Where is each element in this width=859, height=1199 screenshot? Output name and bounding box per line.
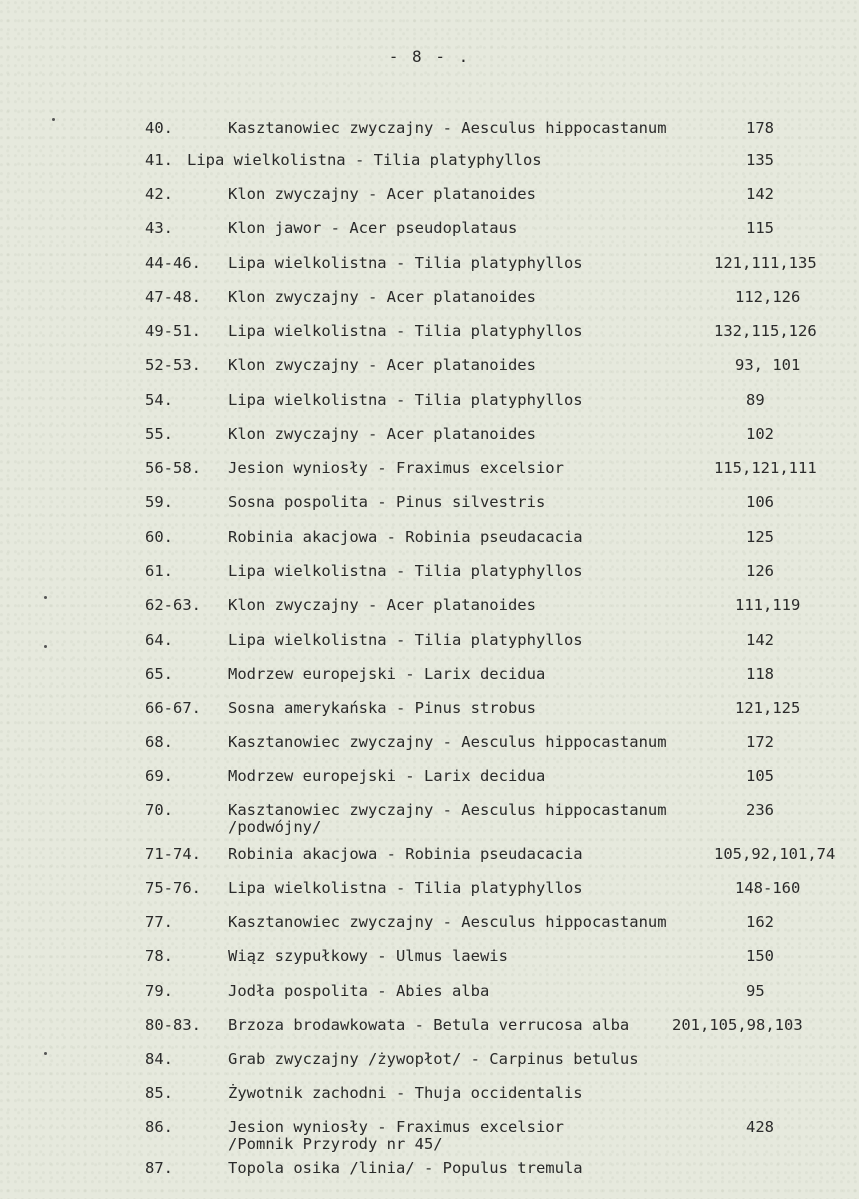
species-name-text: Kasztanowiec zwyczajny - Aesculus hippocastanum bbox=[228, 801, 667, 819]
item-number: 60. bbox=[145, 528, 173, 546]
list-item bbox=[0, 289, 859, 313]
list-item bbox=[0, 323, 859, 347]
list-item bbox=[0, 1017, 859, 1041]
list-item bbox=[0, 563, 859, 587]
species-name bbox=[228, 255, 583, 272]
page-number: - 8 - . bbox=[388, 47, 471, 66]
circumference-values: 105,92,101,74 bbox=[714, 845, 836, 863]
circumference-values: 135 bbox=[746, 151, 774, 169]
item-number: 43. bbox=[145, 219, 173, 237]
list-item bbox=[0, 914, 859, 938]
species-name-text: Jesion wyniosły - Fraximus excelsior bbox=[228, 1118, 564, 1136]
list-item bbox=[0, 734, 859, 758]
list-item bbox=[0, 186, 859, 210]
circumference-values: 172 bbox=[746, 733, 774, 751]
species-name bbox=[228, 1051, 639, 1068]
item-number: 44-46. bbox=[145, 254, 201, 272]
list-item bbox=[0, 1085, 859, 1109]
circumference-values: 125 bbox=[746, 528, 774, 546]
species-name bbox=[228, 734, 667, 751]
species-name-text: Sosna pospolita - Pinus silvestris bbox=[228, 493, 546, 511]
species-name-text: Topola osika /linia/ - Populus tremula bbox=[228, 1159, 583, 1177]
species-name bbox=[228, 460, 564, 477]
species-name bbox=[228, 914, 667, 931]
circumference-values: 162 bbox=[746, 913, 774, 931]
species-name bbox=[228, 220, 517, 237]
species-name-text: Klon zwyczajny - Acer platanoides bbox=[228, 356, 536, 374]
species-name bbox=[228, 392, 583, 409]
species-name-text: Kasztanowiec zwyczajny - Aesculus hippocastanum bbox=[228, 119, 667, 137]
list-item bbox=[0, 255, 859, 279]
list-item bbox=[0, 801, 859, 836]
species-name bbox=[228, 597, 536, 614]
species-name bbox=[228, 1017, 629, 1034]
species-name bbox=[228, 846, 583, 863]
circumference-values: 111,119 bbox=[735, 596, 801, 614]
species-name bbox=[187, 152, 542, 169]
item-number: 42. bbox=[145, 185, 173, 203]
species-name-text: Lipa wielkolistna - Tilia platyphyllos bbox=[228, 254, 583, 272]
species-name-text: Robinia akacjowa - Robinia pseudacacia bbox=[228, 528, 583, 546]
species-note: /podwójny/ bbox=[228, 818, 322, 836]
item-number: 64. bbox=[145, 631, 173, 649]
item-number: 80-83. bbox=[145, 1016, 201, 1034]
circumference-values: 89 bbox=[746, 391, 765, 409]
species-name-text: Modrzew europejski - Larix decidua bbox=[228, 665, 546, 683]
species-name-text: Modrzew europejski - Larix decidua bbox=[228, 767, 546, 785]
species-name bbox=[228, 632, 583, 649]
item-number: 49-51. bbox=[145, 322, 201, 340]
species-note: /Pomnik Przyrody nr 45/ bbox=[228, 1135, 443, 1153]
species-name-text: Lipa wielkolistna - Tilia platyphyllos bbox=[228, 562, 583, 580]
item-number: 61. bbox=[145, 562, 173, 580]
species-name-text: Kasztanowiec zwyczajny - Aesculus hippocastanum bbox=[228, 733, 667, 751]
circumference-values: 105 bbox=[746, 767, 774, 785]
list-item bbox=[0, 983, 859, 1007]
circumference-values: 118 bbox=[746, 665, 774, 683]
circumference-values: 142 bbox=[746, 185, 774, 203]
item-number: 56-58. bbox=[145, 459, 201, 477]
species-name-text: Sosna amerykańska - Pinus strobus bbox=[228, 699, 536, 717]
species-name bbox=[228, 426, 536, 443]
circumference-values: 112,126 bbox=[735, 288, 801, 306]
list-item bbox=[0, 597, 859, 621]
item-number: 68. bbox=[145, 733, 173, 751]
item-number: 65. bbox=[145, 665, 173, 683]
species-name bbox=[228, 1085, 583, 1102]
circumference-values: 148-160 bbox=[735, 879, 801, 897]
circumference-values: 115,121,111 bbox=[714, 459, 817, 477]
species-name bbox=[228, 323, 583, 340]
species-name bbox=[228, 666, 545, 683]
item-number: 75-76. bbox=[145, 879, 201, 897]
list-item bbox=[0, 529, 859, 553]
list-item bbox=[0, 632, 859, 656]
species-name bbox=[228, 983, 489, 1000]
circumference-values: 121,125 bbox=[735, 699, 801, 717]
item-number: 47-48. bbox=[145, 288, 201, 306]
list-item bbox=[0, 1160, 859, 1184]
item-number: 40. bbox=[145, 119, 173, 137]
species-name bbox=[228, 494, 545, 511]
species-name-text: Brzoza brodawkowata - Betula verrucosa alba bbox=[228, 1016, 630, 1034]
item-number: 41. bbox=[145, 151, 173, 169]
circumference-values: 178 bbox=[746, 119, 774, 137]
circumference-values: 201,105,98,103 bbox=[672, 1016, 803, 1034]
species-name bbox=[228, 529, 583, 546]
species-name bbox=[228, 700, 536, 717]
species-name-text: Klon zwyczajny - Acer platanoides bbox=[228, 596, 536, 614]
list-item bbox=[0, 1051, 859, 1075]
list-item bbox=[0, 152, 859, 176]
species-name-text: Klon zwyczajny - Acer platanoides bbox=[228, 425, 536, 443]
species-name-text: Lipa wielkolistna - Tilia platyphyllos bbox=[228, 391, 583, 409]
species-name-text: Klon zwyczajny - Acer platanoides bbox=[228, 185, 536, 203]
circumference-values: 126 bbox=[746, 562, 774, 580]
item-number: 66-67. bbox=[145, 699, 201, 717]
species-name bbox=[228, 1119, 564, 1153]
list-item bbox=[0, 846, 859, 870]
species-name bbox=[228, 563, 583, 580]
item-number: 79. bbox=[145, 982, 173, 1000]
item-number: 62-63. bbox=[145, 596, 201, 614]
item-number: 69. bbox=[145, 767, 173, 785]
species-name bbox=[228, 880, 583, 897]
list-item bbox=[0, 768, 859, 792]
species-name bbox=[228, 186, 536, 203]
species-name-text: Klon zwyczajny - Acer platanoides bbox=[228, 288, 536, 306]
species-name-text: Żywotnik zachodni - Thuja occidentalis bbox=[228, 1084, 583, 1102]
circumference-values: 106 bbox=[746, 493, 774, 511]
item-number: 59. bbox=[145, 493, 173, 511]
species-name-text: Lipa wielkolistna - Tilia platyphyllos bbox=[187, 151, 542, 169]
species-name bbox=[228, 802, 667, 836]
list-item bbox=[0, 666, 859, 690]
list-item bbox=[0, 1118, 859, 1153]
list-item bbox=[0, 948, 859, 972]
item-number: 54. bbox=[145, 391, 173, 409]
species-name bbox=[228, 120, 667, 137]
circumference-values: 150 bbox=[746, 947, 774, 965]
species-name-text: Lipa wielkolistna - Tilia platyphyllos bbox=[228, 322, 583, 340]
circumference-values: 93, 101 bbox=[735, 356, 801, 374]
circumference-values: 236 bbox=[746, 801, 774, 819]
species-name bbox=[228, 948, 508, 965]
list-item bbox=[0, 880, 859, 904]
item-number: 85. bbox=[145, 1084, 173, 1102]
species-name bbox=[228, 768, 545, 785]
item-number: 77. bbox=[145, 913, 173, 931]
item-number: 84. bbox=[145, 1050, 173, 1068]
species-name bbox=[228, 1160, 583, 1177]
item-number: 55. bbox=[145, 425, 173, 443]
circumference-values: 142 bbox=[746, 631, 774, 649]
circumference-values: 132,115,126 bbox=[714, 322, 817, 340]
circumference-values: 115 bbox=[746, 219, 774, 237]
list-item bbox=[0, 392, 859, 416]
list-item bbox=[0, 426, 859, 450]
circumference-values: 428 bbox=[746, 1118, 774, 1136]
item-number: 78. bbox=[145, 947, 173, 965]
list-item bbox=[0, 357, 859, 381]
item-number: 86. bbox=[145, 1118, 173, 1136]
list-item bbox=[0, 700, 859, 724]
item-number: 52-53. bbox=[145, 356, 201, 374]
species-name-text: Lipa wielkolistna - Tilia platyphyllos bbox=[228, 631, 583, 649]
species-name-text: Klon jawor - Acer pseudoplataus bbox=[228, 219, 518, 237]
circumference-values: 121,111,135 bbox=[714, 254, 817, 272]
species-name-text: Grab zwyczajny /żywopłot/ - Carpinus betulus bbox=[228, 1050, 639, 1068]
list-item bbox=[0, 460, 859, 484]
circumference-values: 102 bbox=[746, 425, 774, 443]
item-number: 71-74. bbox=[145, 845, 201, 863]
species-name-text: Jodła pospolita - Abies alba bbox=[228, 982, 490, 1000]
list-item bbox=[0, 220, 859, 244]
species-name bbox=[228, 357, 536, 374]
item-number: 70. bbox=[145, 801, 173, 819]
list-item bbox=[0, 120, 859, 144]
species-name-text: Wiąz szypułkowy - Ulmus laewis bbox=[228, 947, 508, 965]
species-name bbox=[228, 289, 536, 306]
species-name-text: Jesion wyniosły - Fraximus excelsior bbox=[228, 459, 564, 477]
circumference-values: 95 bbox=[746, 982, 765, 1000]
species-name-text: Robinia akacjowa - Robinia pseudacacia bbox=[228, 845, 583, 863]
species-name-text: Kasztanowiec zwyczajny - Aesculus hippocastanum bbox=[228, 913, 667, 931]
species-name-text: Lipa wielkolistna - Tilia platyphyllos bbox=[228, 879, 583, 897]
list-item bbox=[0, 494, 859, 518]
item-number: 87. bbox=[145, 1159, 173, 1177]
